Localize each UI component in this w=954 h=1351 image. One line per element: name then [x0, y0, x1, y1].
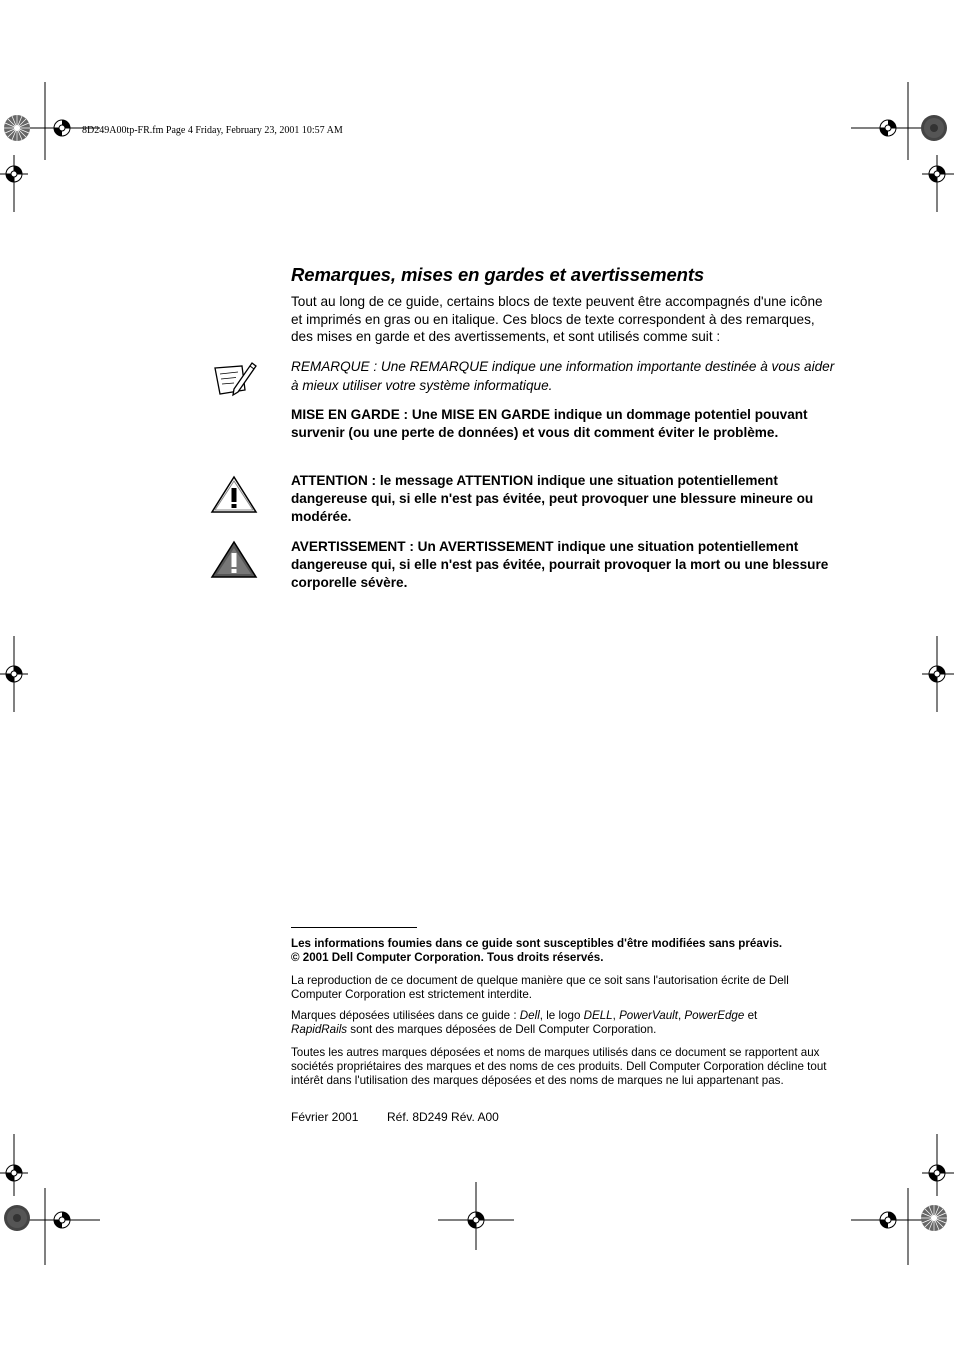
caution-text: MISE EN GARDE : Une MISE EN GARDE indique un dommage potentiel pouvant survenir (ou une perte de données) et vous dit comment éviter le problème.	[291, 407, 808, 440]
note-pencil-icon	[212, 360, 258, 400]
legal-reproduction: La reproduction de ce document de quelque manière que ce soit sans l'autorisation écrite de Dell Computer Corporation est strictement interdite.	[291, 974, 789, 1001]
section-title: Remarques, mises en gardes et avertissements	[291, 264, 705, 285]
trademark-poweredge: PowerEdge	[684, 1009, 745, 1022]
trademark-rapidrails: RapidRails	[291, 1023, 348, 1036]
trademark-powervault: PowerVault	[619, 1009, 678, 1022]
trademark-separator: ,	[612, 1009, 620, 1022]
warning-triangle-icon	[210, 540, 258, 580]
registration-mark-bottom-center	[438, 1182, 514, 1250]
trademark-dell-logo: DELL	[583, 1009, 613, 1022]
warning-text: AVERTISSEMENT : Un AVERTISSEMENT indique une situation potentiellement dangereuse qui, si elle n'est pas évitée, pourrait provoquer la mort ou une blessure corporelle sévère.	[291, 539, 829, 590]
section-intro: Tout au long de ce guide, certains blocs de texte peuvent être accompagnés d'une icône et imprimés en gras ou en italique. Ces blocs de texte correspondent à des remarques, des mises en garde et des avertissements, et sont utilisés comme suit :	[291, 294, 823, 345]
registration-mark-top-right	[851, 82, 954, 212]
legal-disclaimer-line1: Les informations foumies dans ce guide sont susceptibles d'être modifiées sans préavis.	[291, 937, 783, 950]
attention-text: ATTENTION : le message ATTENTION indique une situation potentiellement dangereuse qui, si elle n'est pas évitée, peut provoquer une blessure mineure ou modérée.	[291, 473, 814, 524]
attention-triangle-icon	[210, 475, 258, 515]
file-header: 8D249A00tp-FR.fm Page 4 Friday, February 23, 2001 10:57 AM	[82, 125, 343, 136]
trademark-separator: ,	[677, 1009, 685, 1022]
footer-reference: Réf. 8D249 Rév. A00	[387, 1110, 499, 1124]
footer-publication-info	[291, 1110, 499, 1124]
trademark-dell: Dell	[519, 1009, 540, 1022]
trademarks-suffix: sont des marques déposées de Dell Computer Corporation.	[347, 1023, 657, 1036]
trademark-and: et	[744, 1009, 758, 1022]
registration-mark-bottom-right	[851, 1134, 954, 1265]
footnote-rule	[291, 927, 417, 928]
registration-mark-mid-left	[0, 636, 28, 712]
legal-trademarks	[291, 1009, 839, 1037]
registration-mark-mid-right	[922, 636, 954, 712]
registration-mark-bottom-left	[0, 1134, 100, 1265]
registration-mark-top-left	[0, 82, 100, 212]
legal-copyright: © 2001 Dell Computer Corporation. Tous droits réservés.	[291, 951, 604, 964]
trademarks-logo: , le logo	[539, 1009, 584, 1022]
footer-date: Février 2001	[291, 1110, 359, 1124]
legal-other-trademarks: Toutes les autres marques déposées et noms de marques utilisés dans ce document se rapportent aux sociétés propriétaires des marques et des noms de ces produits. Dell Computer Corporation décline tout intérêt dans l'utilisation des marques déposées et des noms de marques ne lui appartenant pas.	[291, 1046, 827, 1087]
trademarks-prefix: Marques déposées utilisées dans ce guide :	[291, 1009, 520, 1022]
note-text: REMARQUE : Une REMARQUE indique une information importante destinée à vous aider à mieux utiliser votre système informatique.	[291, 359, 835, 393]
